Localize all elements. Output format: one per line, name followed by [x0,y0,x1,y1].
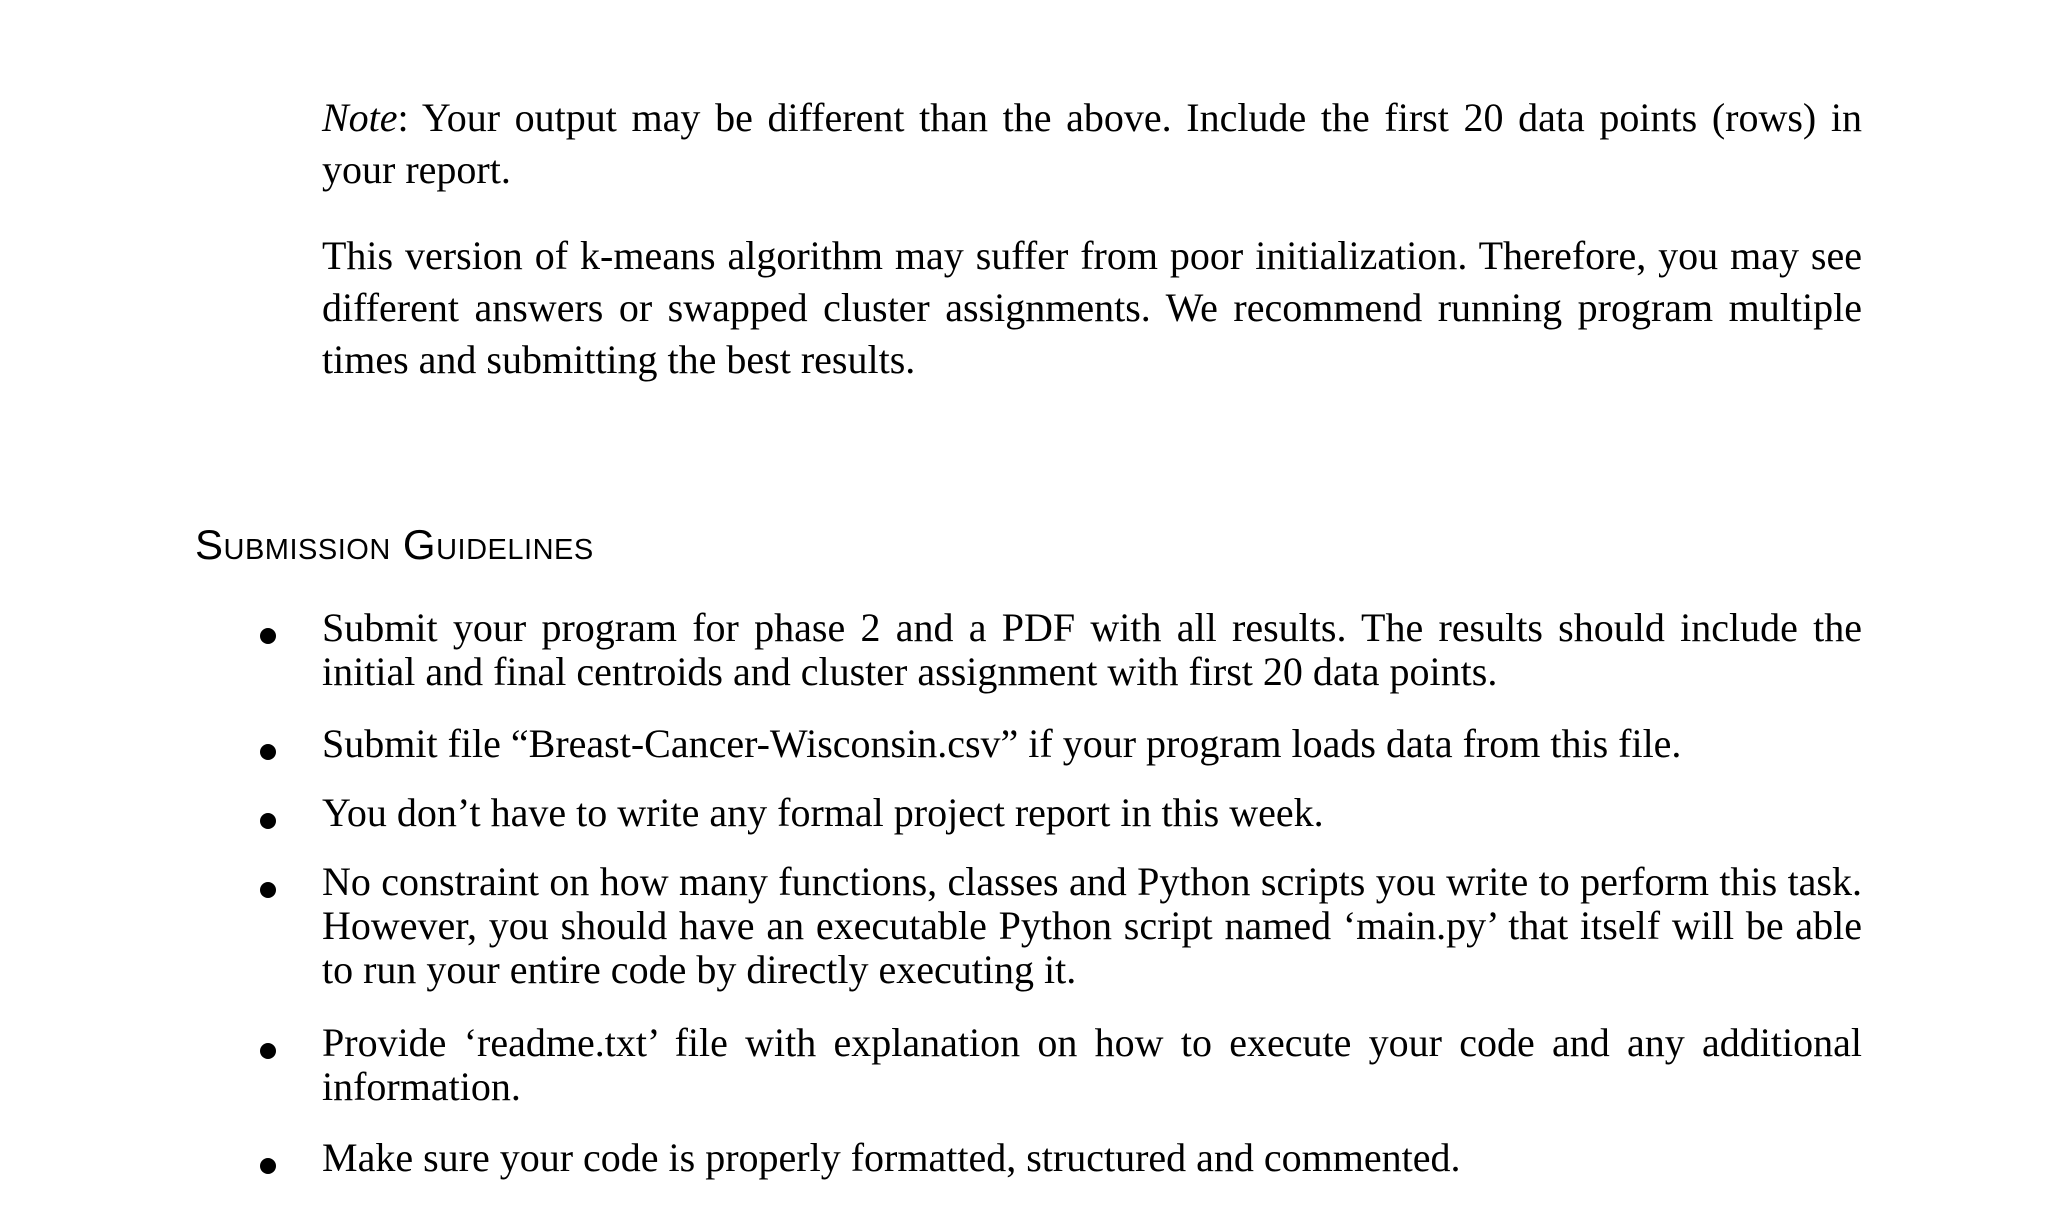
kmeans-initialization-paragraph: This version of k-means algorithm may suffer from poor initialization. Therefore, you may see different answers or swapped cluster assignments. We recommend running program multiple times and submitting the best results. [322,233,1862,382]
bullet-icon [260,1043,276,1059]
bullet-icon [260,744,276,760]
list-item-text: Make sure your code is properly formatted, structured and commented. [322,1135,1461,1180]
list-item-text: Submit your program for phase 2 and a PDF with all results. The results should include the initial and final centroids and cluster assignment with first 20 data points. [322,605,1862,694]
list-item-text: You don’t have to write any formal project report in this week. [322,790,1324,835]
bullet-icon [260,628,276,644]
note-paragraph [322,92,1862,196]
bullet-icon [260,1158,276,1174]
bullet-icon [260,813,276,829]
list-item-text: No constraint on how many functions, classes and Python scripts you write to perform this task. However, you should have an executable Python script named ‘main.py’ that itself will be able to run your entire code by directly executing it. [322,859,1862,992]
list-item-text: Provide ‘readme.txt’ file with explanation on how to execute your code and any additional information. [322,1020,1862,1109]
bullet-icon [260,882,276,898]
note-label: Note [322,95,398,140]
list-item-text: Submit file “Breast-Cancer-Wisconsin.csv” if your program loads data from this file. [322,721,1682,766]
note-text: : Your output may be different than the above. Include the first 20 data points (rows) in your report. [322,95,1862,192]
section-heading: Submission Guidelines [195,521,594,568]
